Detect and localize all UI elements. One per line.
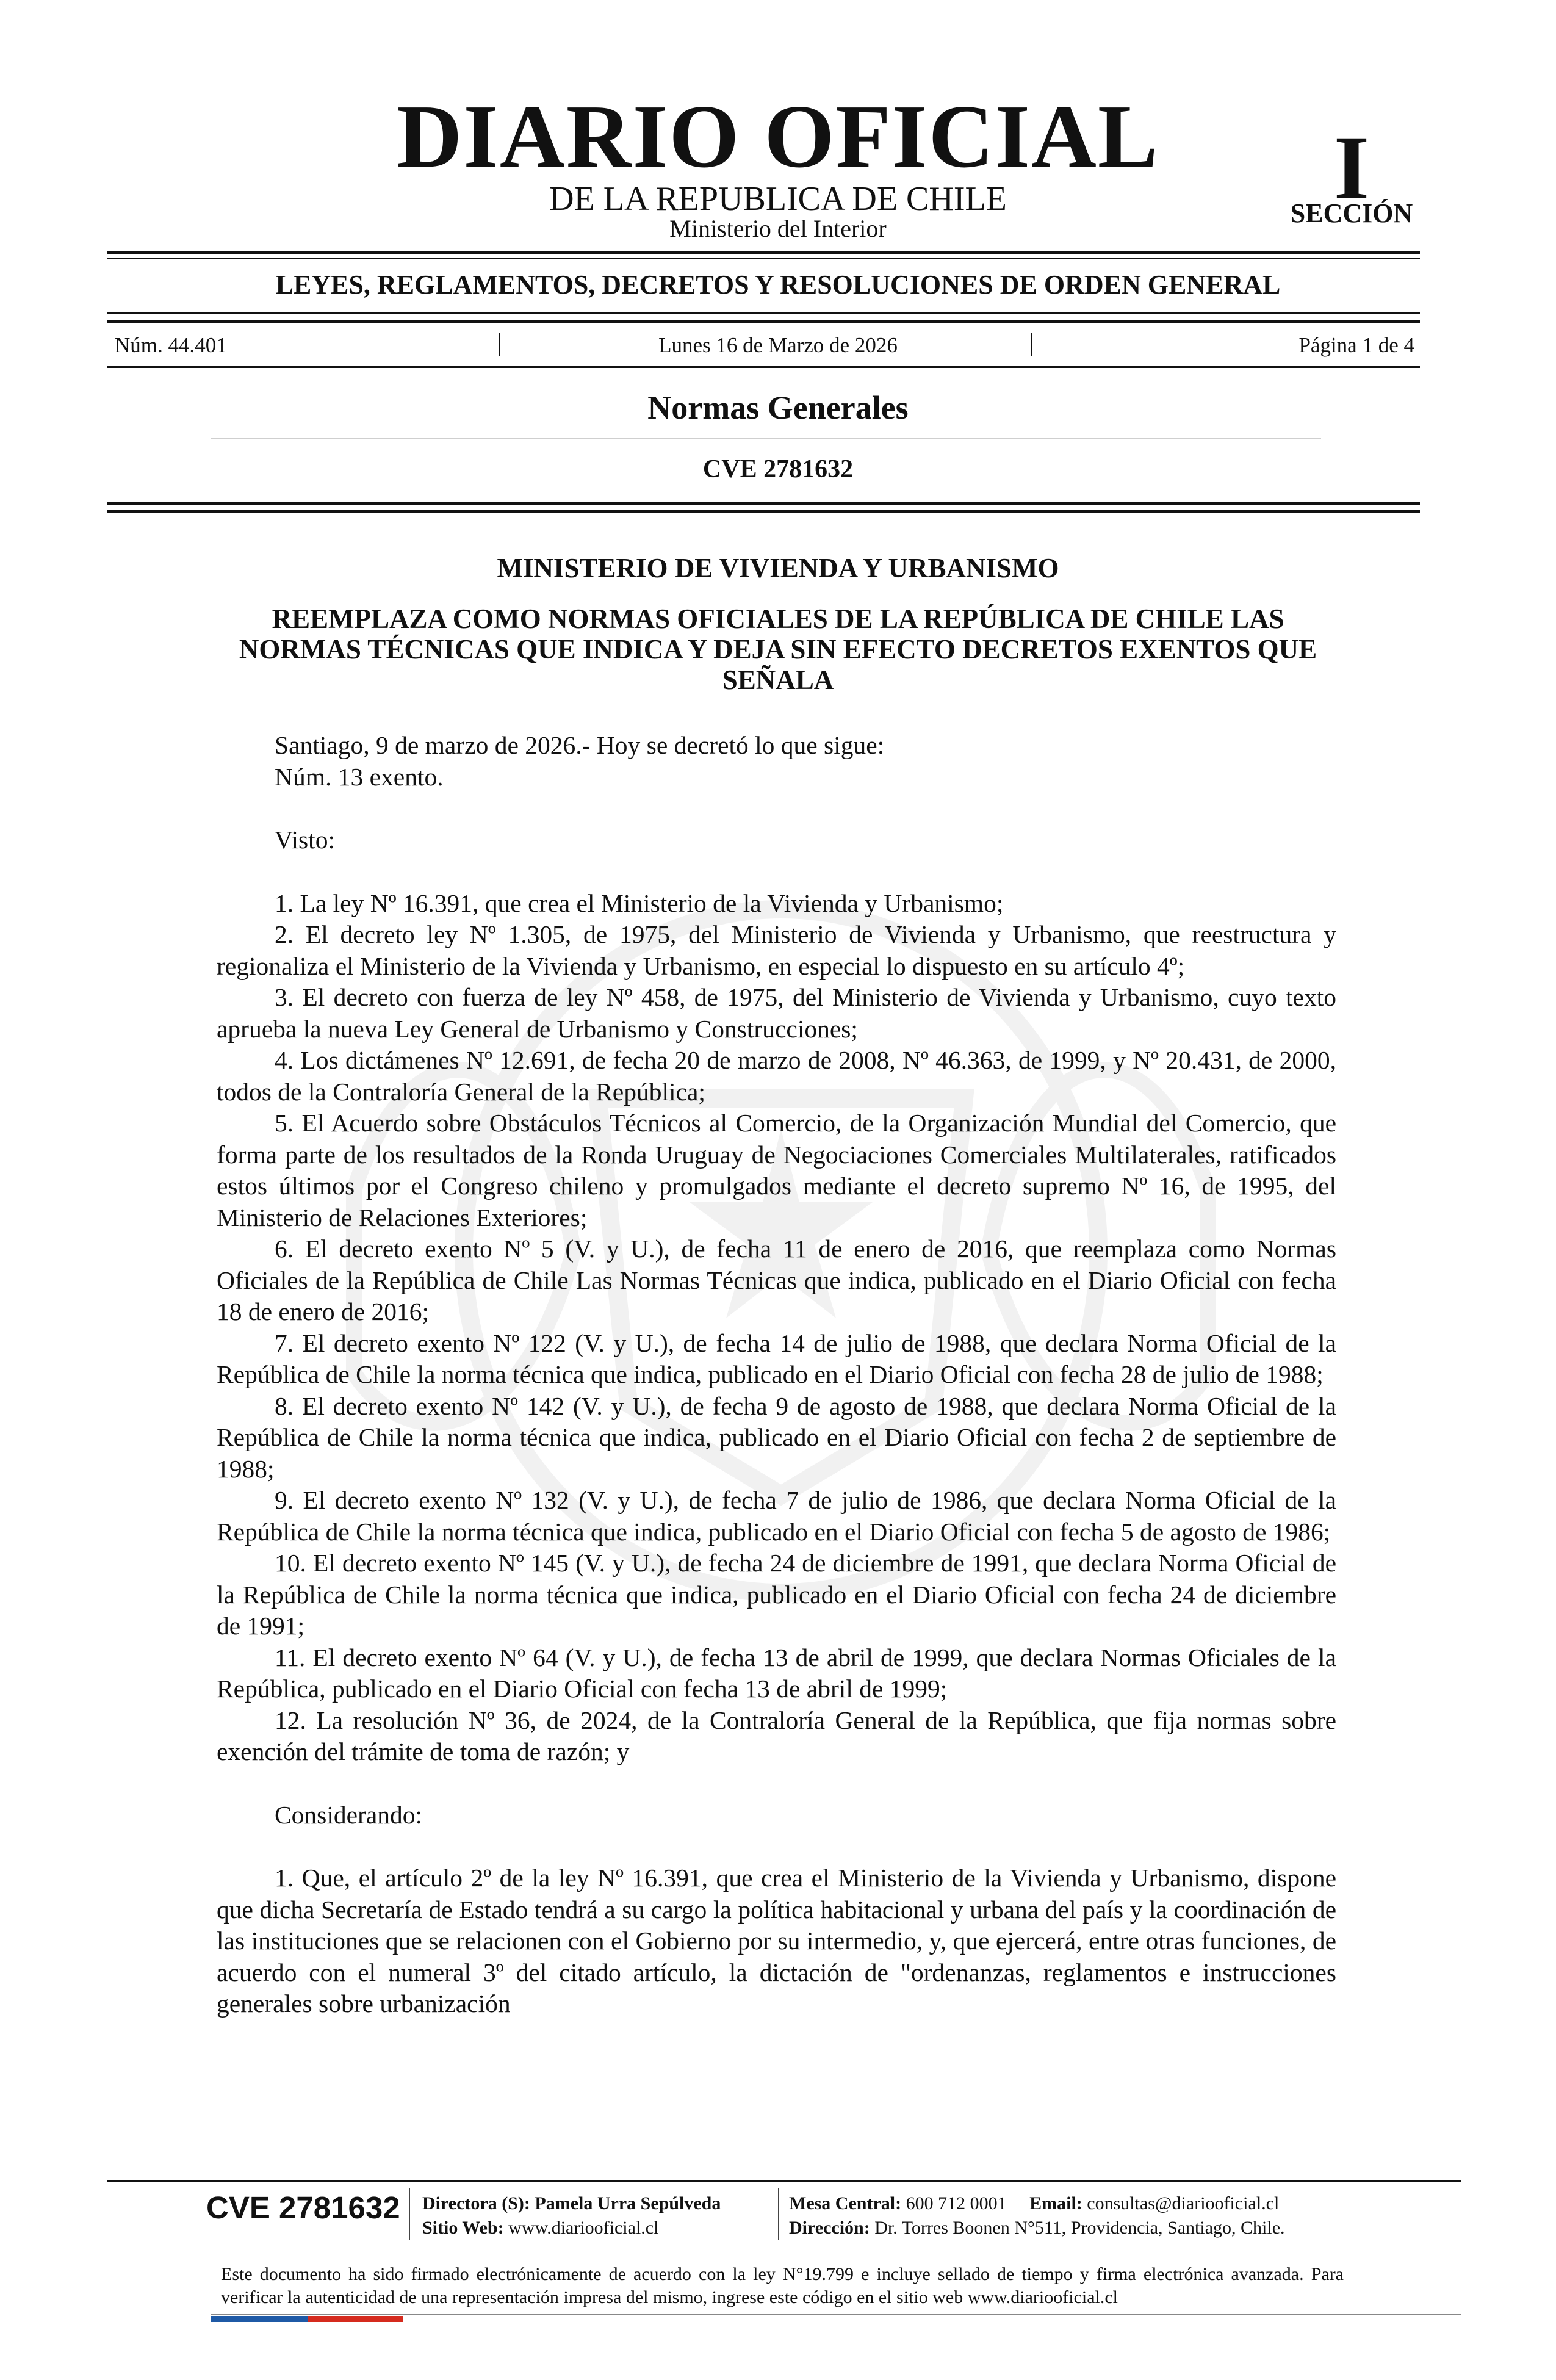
visto-item: 7. El decreto exento Nº 122 (V. y U.), de fecha 14 de julio de 1988, que declara Norma Oficial de la República de Chile la norma técnica que indica, publicado en el Diario Oficial con fecha 28 de julio de 1988; (217, 1329, 1336, 1388)
section-label: SECCIÓN (1290, 198, 1413, 228)
thin-divider (211, 438, 1321, 439)
flag-stripe-red (308, 2316, 403, 2322)
newspaper-title: DIARIO OFICIAL (397, 87, 1159, 187)
footer-website (422, 2219, 658, 2237)
considerando-heading: Considerando: (275, 1800, 423, 1829)
separator (1031, 333, 1032, 356)
visto-item: 2. El decreto ley Nº 1.305, de 1975, del Ministerio de Vivienda y Urbanismo, que reestructura y regionaliza el Ministerio de la Vivienda y Urbanismo, en especial lo dispuesto en su artículo 4º; (217, 920, 1336, 980)
email-label: Email: (1029, 2193, 1082, 2213)
divider (107, 258, 1420, 259)
visto-item: 9. El decreto exento Nº 132 (V. y U.), de fecha 7 de julio de 1986, que declara Norma Oficial de la República de Chile la norma técnica que indica, publicado en el Diario Oficial con fecha 5 de agosto de 1986; (217, 1486, 1336, 1546)
decree-body (217, 730, 1336, 2020)
divider (107, 251, 1420, 254)
website-link[interactable]: www.diariooficial.cl (508, 2218, 659, 2238)
divider (107, 312, 1420, 314)
visto-item: 6. El decreto exento Nº 5 (V. y U.), de fecha 11 de enero de 2016, que reemplaza como Normas Oficiales de la República de Chile Las Normas Técnicas que indica, publicado en el Diario Oficial con fecha 18 de enero de 2016; (217, 1235, 1336, 1325)
divider (107, 366, 1420, 368)
footer-divider (211, 2314, 1461, 2315)
signature-note: Este documento ha sido firmado electrónicamente de acuerdo con la ley N°19.799 e incluye sellado de tiempo y firma electrónica avanzada. Para verificar la autenticidad de una representación impresa del mismo, ingrese este código en el sitio web www.diariooficial.cl (221, 2264, 1344, 2307)
address-label: Dirección: (789, 2218, 870, 2238)
divider (107, 502, 1420, 505)
cve-code: CVE 2781632 (702, 455, 854, 483)
footer-contact (789, 2194, 1279, 2213)
divider (107, 510, 1420, 513)
footer-separator (409, 2188, 410, 2240)
phone-label: Mesa Central: (789, 2193, 902, 2213)
ministry-name: Ministerio del Interior (669, 215, 887, 242)
address-value: Dr. Torres Boonen N°511, Providencia, Santiago, Chile. (874, 2218, 1285, 2238)
newspaper-subtitle: DE LA REPUBLICA DE CHILE (549, 180, 1007, 218)
divider (107, 320, 1420, 323)
visto-item: 11. El decreto exento Nº 64 (V. y U.), de fecha 13 de abril de 1999, que declara Normas Oficiales de la República, publicado en el Diario Oficial con fecha 13 de abril de 1999; (217, 1643, 1336, 1703)
page-indicator: Página 1 de 4 (1298, 333, 1414, 357)
section-heading: Normas Generales (647, 389, 909, 426)
footer-cve-code: CVE 2781632 (206, 2190, 400, 2225)
visto-item: 10. El decreto exento Nº 145 (V. y U.), de fecha 24 de diciembre de 1991, que declara Norma Oficial de la República de Chile la norma técnica que indica, publicado en el Diario Oficial con fecha 24 de diciembre de 1991; (217, 1549, 1336, 1640)
visto-item: 8. El decreto exento Nº 142 (V. y U.), de fecha 9 de agosto de 1988, que declara Norma Oficial de la República de Chile la norma técnica que indica, publicado en el Diario Oficial con fecha 2 de septiembre de 1988; (217, 1391, 1336, 1483)
footer-director (422, 2194, 721, 2213)
director-name: Pamela Urra Sepúlveda (535, 2193, 721, 2213)
considerando-item: 1. Que, el artículo 2º de la ley Nº 16.391, que crea el Ministerio de la Vivienda y Urbanismo, dispone que dicha Secretaría de Estado tendrá a su cargo la política habitacional y urbana del país y la coordinación de las instituciones que se relacionen con el Gobierno por su intermedio, y, que ejercerá, entre otras funciones, de acuerdo con el numeral 3º del citado artículo, la dictación de "ordenanzas, reglamentos e instrucciones generales sobre urbanización (217, 1864, 1336, 2018)
visto-item: 1. La ley Nº 16.391, que crea el Ministerio de la Vivienda y Urbanismo; (275, 889, 1004, 917)
phone-value: 600 712 0001 (906, 2193, 1007, 2213)
footer-address (789, 2219, 1285, 2237)
visto-heading: Visto: (275, 826, 335, 854)
place-date: Santiago, 9 de marzo de 2026.- Hoy se decretó lo que sigue: (275, 731, 885, 759)
organization-heading: MINISTERIO DE VIVIENDA Y URBANISMO (497, 553, 1059, 583)
visto-item: 3. El decreto con fuerza de ley Nº 458, de 1975, del Ministerio de Vivienda y Urbanismo, cuyo texto aprueba la nueva Ley General de Urbanismo y Construcciones; (217, 983, 1336, 1043)
email-link[interactable]: consultas@diariooficial.cl (1087, 2193, 1280, 2213)
section-number: I (1333, 117, 1370, 218)
footer-divider (107, 2180, 1461, 2182)
decree-title: REEMPLAZA COMO NORMAS OFICIALES DE LA REPÚBLICA DE CHILE LAS NORMAS TÉCNICAS QUE INDICA Y DEJA SIN EFECTO DECRETOS EXENTOS QUE SEÑALA (239, 604, 1317, 695)
visto-item: 4. Los dictámenes Nº 12.691, de fecha 20 de marzo de 2008, Nº 46.363, de 1999, y Nº 20.431, de 2000, todos de la Contraloría General de la República; (217, 1046, 1336, 1106)
issue-date: Lunes 16 de Marzo de 2026 (658, 333, 898, 357)
footer-separator (778, 2188, 779, 2240)
flag-stripe-blue (211, 2316, 308, 2322)
issue-number: Núm. 44.401 (115, 333, 227, 357)
visto-item: 12. La resolución Nº 36, de 2024, de la Contraloría General de la República, que fija normas sobre exención del trámite de toma de razón; y (217, 1706, 1336, 1765)
website-label: Sitio Web: (422, 2218, 504, 2238)
director-label: Directora (S): (422, 2193, 530, 2213)
publication-legend: LEYES, REGLAMENTOS, DECRETOS Y RESOLUCIONES DE ORDEN GENERAL (275, 270, 1281, 300)
decree-number: Núm. 13 exento. (275, 762, 444, 791)
visto-item: 5. El Acuerdo sobre Obstáculos Técnicos al Comercio, de la Organización Mundial del Comercio, que forma parte de los resultados de la Ronda Uruguay de Negociaciones Comerciales Multilaterales, ratificados estos últimos por el Congreso chileno y promulgados mediante el decreto supremo Nº 16, de 1995, del Ministerio de Relaciones Exteriores; (217, 1109, 1336, 1231)
